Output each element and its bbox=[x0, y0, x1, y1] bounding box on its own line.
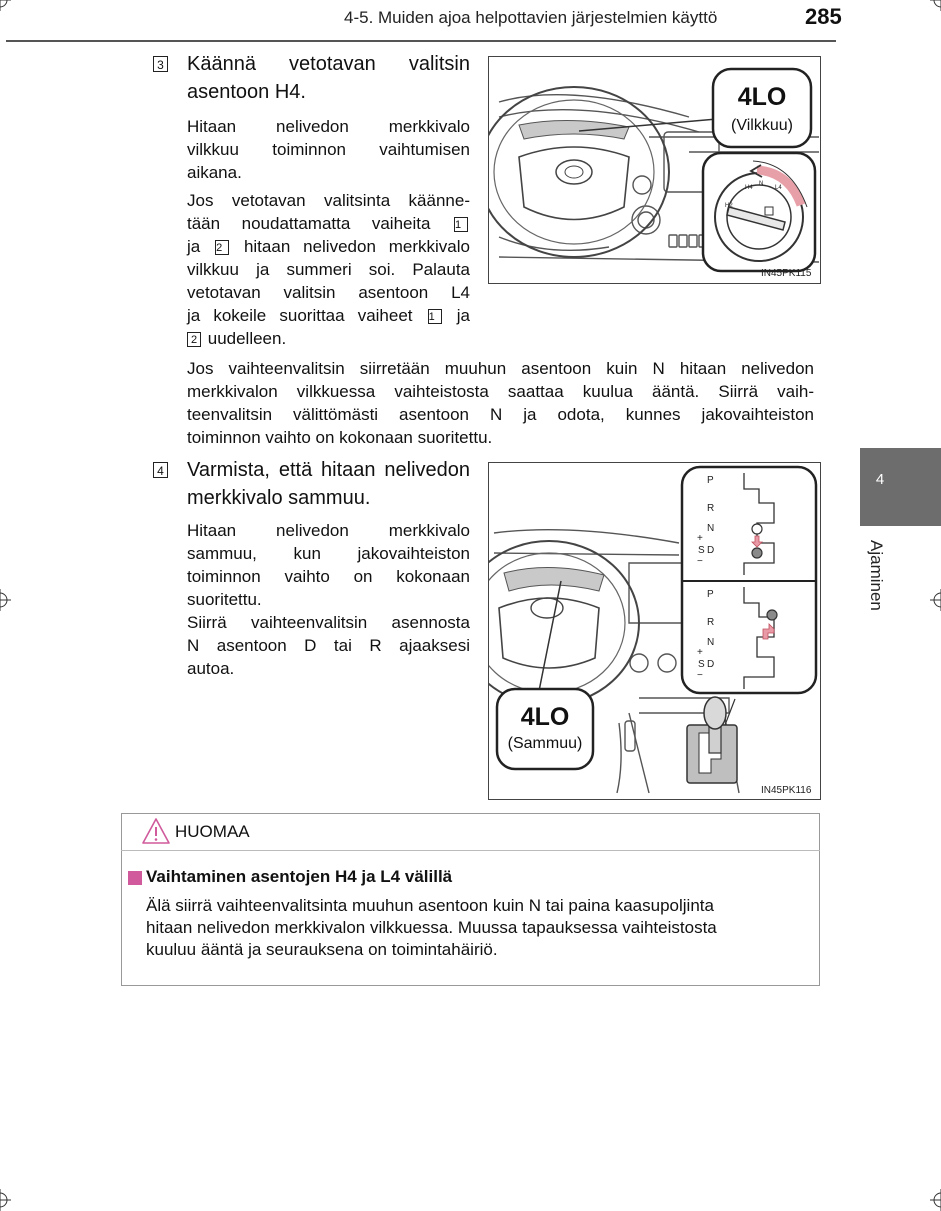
step-number-box: 3 bbox=[153, 56, 168, 72]
indicator-callout-status: (Vilkkuu) bbox=[731, 117, 793, 134]
text-line: Hitaan nelivedon merkkivalo bbox=[187, 117, 470, 136]
gate-label: + bbox=[697, 533, 703, 544]
transfer-dial-figure bbox=[488, 56, 821, 284]
gate-label: P bbox=[707, 475, 714, 486]
gate-label: S bbox=[698, 659, 705, 670]
warning-triangle-icon bbox=[141, 817, 171, 845]
text-line: N asentoon D tai R ajaaksesi bbox=[187, 636, 470, 655]
indicator-callout-status: (Sammuu) bbox=[507, 735, 583, 752]
gate-label: + bbox=[697, 647, 703, 658]
gate-label: − bbox=[697, 670, 703, 681]
text-line: Siirrä vaihteenvalitsin asennosta bbox=[187, 613, 470, 632]
steering-wheel-icon bbox=[489, 87, 669, 257]
text-line bbox=[187, 235, 470, 258]
steering-wheel-icon bbox=[489, 541, 639, 705]
gear-shift-warning-paragraph bbox=[187, 357, 814, 449]
step-reference-box: 1 bbox=[454, 217, 468, 232]
step-number-box: 4 bbox=[153, 462, 168, 478]
gate-label: N bbox=[707, 637, 715, 648]
text-fragment: tään noudattamatta vaiheita bbox=[187, 214, 431, 233]
text-line: aikana. bbox=[187, 163, 242, 182]
chapter-label: Ajaminen bbox=[867, 540, 886, 611]
dial-label: L4 bbox=[775, 185, 782, 191]
dial-label: H4 bbox=[745, 185, 753, 191]
step-reference-box: 2 bbox=[187, 332, 201, 347]
text-line: autoa. bbox=[187, 659, 235, 678]
step4-title bbox=[187, 456, 470, 512]
text-line: hitaan nelivedon merkkivalon vilkkuessa. Muussa tapauksessa vaihteistosta bbox=[146, 918, 717, 937]
registration-mark-icon bbox=[930, 589, 941, 611]
text-line: toiminnon vaihto on kokonaan suoritettu. bbox=[187, 428, 493, 447]
text-line: vilkkuu ja summeri soi. Palauta bbox=[187, 260, 470, 279]
dial-label: H2 bbox=[725, 203, 733, 209]
text-line: Älä siirrä vaihteenvalitsinta muuhun asentoon kuin N tai paina kaasupoljinta bbox=[146, 896, 714, 915]
gate-label: P bbox=[707, 589, 714, 600]
gate-label: S bbox=[698, 545, 705, 556]
notice-subtitle: Vaihtaminen asentojen H4 ja L4 välillä bbox=[146, 867, 453, 886]
text-line bbox=[187, 327, 470, 350]
text-line: merkkivalon vilkkuessa vaihteistosta saattaa kuulua ääntä. Siirrä vaih- bbox=[187, 382, 814, 401]
text-fragment: ja bbox=[456, 306, 470, 325]
gate-label: R bbox=[707, 617, 715, 628]
step3-title-line: Käännä vetotavan valitsin bbox=[187, 53, 470, 75]
page-number: 285 bbox=[805, 4, 842, 29]
text-line: kuuluu ääntä ja seurauksena on toimintahäiriö. bbox=[146, 940, 498, 959]
figure-code: IN45PK116 bbox=[761, 785, 812, 796]
chapter-number: 4 bbox=[875, 471, 885, 488]
step3-title-line: asentoon H4. bbox=[187, 81, 306, 103]
notice-title: HUOMAA bbox=[175, 822, 250, 841]
text-line: Hitaan nelivedon merkkivalo bbox=[187, 521, 470, 540]
dial-label: N bbox=[759, 181, 764, 187]
text-line: toiminnon vaihto on kokonaan bbox=[187, 567, 470, 586]
registration-mark-icon bbox=[0, 0, 11, 11]
text-line: vetotavan valitsin asentoon L4 bbox=[187, 283, 470, 302]
header-rule bbox=[6, 40, 836, 42]
text-fragment: ja bbox=[187, 237, 201, 256]
text-line: vilkkuu toiminnon vaihtumisen bbox=[187, 140, 470, 159]
selector-dial-icon bbox=[703, 153, 815, 271]
text-line: Jos vaihteenvalitsin siirretään muuhun asentoon kuin N hitaan nelivedon bbox=[187, 359, 814, 378]
gate-label: D bbox=[707, 545, 715, 556]
registration-mark-icon bbox=[930, 1189, 941, 1211]
step4-paragraph-1 bbox=[187, 519, 470, 680]
indicator-callout-title: 4LO bbox=[520, 703, 570, 731]
text-line bbox=[187, 212, 470, 235]
text-fragment: uudelleen. bbox=[207, 329, 287, 348]
step3-title bbox=[187, 50, 470, 106]
running-header: 4-5. Muiden ajoa helpottavien järjestelmien käyttö bbox=[344, 8, 718, 27]
step3-paragraph-2 bbox=[187, 189, 470, 350]
gate-label: R bbox=[707, 503, 715, 514]
notice-body bbox=[146, 895, 806, 961]
text-fragment: hitaan nelivedon merkkivalo bbox=[243, 237, 470, 256]
bullet-square-icon bbox=[128, 871, 142, 885]
step4-title-line: Varmista, että hitaan nelivedon bbox=[187, 459, 470, 481]
text-line: sammuu, kun jakovaihteiston bbox=[187, 544, 470, 563]
registration-mark-icon bbox=[0, 1189, 11, 1211]
text-line: teenvalitsin välittömästi asentoon N ja odota, kunnes jakovaihteiston bbox=[187, 405, 814, 424]
step-reference-box: 1 bbox=[428, 309, 442, 324]
step4-title-line: merkkivalo sammuu. bbox=[187, 487, 371, 509]
shift-lever-figure bbox=[488, 462, 821, 800]
indicator-callout-title: 4LO bbox=[737, 83, 787, 111]
step3-paragraph-1 bbox=[187, 115, 470, 184]
step-reference-box: 2 bbox=[215, 240, 229, 255]
text-line: suoritettu. bbox=[187, 590, 262, 609]
text-line bbox=[187, 304, 470, 327]
text-line: Jos vetotavan valitsinta käänne- bbox=[187, 191, 470, 210]
registration-mark-icon bbox=[0, 589, 11, 611]
text-fragment: ja kokeile suorittaa vaiheet bbox=[187, 306, 413, 325]
figure-code: IN45PK115 bbox=[761, 268, 812, 279]
registration-mark-icon bbox=[930, 0, 941, 11]
gate-label: − bbox=[697, 556, 703, 567]
gate-label: D bbox=[707, 659, 715, 670]
gate-label: N bbox=[707, 523, 715, 534]
